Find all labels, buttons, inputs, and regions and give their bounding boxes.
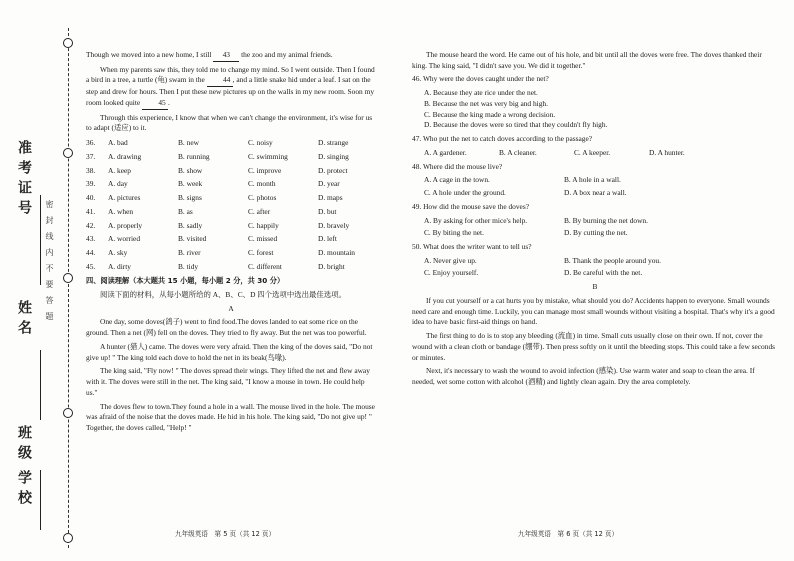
seal-line-notice: 密 封 线 内 不 要 答 题: [45, 200, 54, 320]
question-48-options: A. A cage in the town. B. A hole in a wall. C. A hole under the ground. D. A box near a wall.: [424, 175, 627, 198]
section-title: 四、阅读理解（本大题共 15 小题，每小题 2 分，共 30 分）: [86, 276, 285, 286]
binding-hole-icon: [63, 148, 73, 158]
section-instructions: 阅读下面的材料，从每小题所给的 A、B、C、D 四个选项中选出最佳选项。: [100, 289, 346, 299]
cloze-line-43: Though we moved into a new home, I still 43 the zoo and my animal friends.: [86, 50, 376, 62]
passage-b-paragraph: Next, it's necessary to wash the wound to avoid infection (感染). Use warm water and soap to clean the area. If needed, wet some cotton with alcohol (酒精) and lightly clean again. Dry the area completely.: [412, 366, 755, 387]
question-48: 48. Where did the mouse live?: [412, 161, 503, 171]
exam-number-label: 准考证号: [16, 140, 32, 220]
question-50-options: A. Never give up. B. Thank the people around you. C. Enjoy yourself. D. Be careful with the net.: [424, 255, 661, 278]
dashed-binding-line: [68, 28, 69, 548]
passage-b-paragraph: The first thing to do is to stop any bleeding (流血) in time. Small cuts usually close on their own. If not, cover the wound with a clean cloth or bandage (绷带). Then press softly on it until the bleeding stops. This could take a few seconds or minutes.: [412, 331, 776, 362]
name-label: 姓名: [16, 300, 32, 340]
question-49-options: A. By asking for other mice's help. B. By burning the net down. C. By biting the net. D. By cutting the net.: [424, 215, 648, 238]
cloze-paragraph: When my parents saw this, they told me to change my mind. So I went outside. Then I found a bird in a tree, a turtle (龟) swam in the 44 , and a little snake hid under a leaf. I sat on the step and drew for hours. Then I put these new pictures up on the walls in my new room. Soon my room looked quite 45 .: [86, 65, 376, 110]
cloze-options-grid: 36. A. bad B. new C. noisy D. strange 37. A. drawing B. running C. swimming D. singing 38. A. keep B. show C. improve D. protect 39. A. day B. week C. month D. year 40. A. pictures B. signs C. photos D. maps 41. A. when B. as C. after D. but 42. A. properly B. sadly C. happily D. bravely 43. A. worried B. visited C. missed D. left 44. A. sky B. river C. forest D. mountain 45. A. dirty B. tidy C. different D. bright: [86, 138, 355, 271]
question-47: 47. Who put the net to catch doves according to the passage?: [412, 134, 593, 144]
passage-a-paragraph: A hunter (猎人) came. The doves were very afraid. Then the king of the doves said, "Do not give up! " The king told each dove to hold the net in its beak(鸟喙).: [86, 341, 373, 362]
binding-hole-icon: [63, 273, 73, 283]
question-49: 49. How did the mouse save the doves?: [412, 201, 529, 211]
passage-b-paragraph: If you cut yourself or a cat hurts you by mistake, what should you do? Accidents happen to everyone. Small wounds need care and enough time. Luckily, you can manage most small wounds without visiting a hospital. That's why it's a good idea to have basic first-aid things on hand.: [412, 295, 775, 327]
question-50: 50. What does the writer want to tell us?: [412, 242, 532, 252]
binding-hole-icon: [63, 408, 73, 418]
name-line: [40, 350, 41, 420]
passage-a-label: A: [228, 303, 234, 313]
question-46: 46. Why were the doves caught under the net?: [412, 74, 549, 84]
question-46-options: A. Because they ate rice under the net. B. Because the net was very big and high. C. Because the king made a wrong decision. D. Because the doves were so tired that they couldn't fly high.: [424, 88, 608, 130]
question-47-options: A. A gardener. B. A cleaner. C. A keeper. D. A hunter.: [424, 147, 685, 157]
passage-b-label: B: [592, 282, 598, 292]
school-line: [40, 470, 41, 530]
page-footer-right: 九年级英语 第 6 页（共 12 页）: [518, 530, 619, 538]
binding-hole-icon: [63, 533, 73, 543]
passage-a-ending: The mouse heard the word. He came out of his hole, and bit until all the doves were free. The doves thanked their king. The king said, "I didn't save you. We did it together.": [412, 50, 762, 70]
passage-a-paragraph: The doves flew to town.They found a hole in a wall. The mouse lived in the hole. The mouse was afraid of the noise that the doves made. He hid in his hole. The king said, "Do not give up! " Together, the doves called, "Help! ": [86, 401, 375, 432]
binding-hole-icon: [63, 38, 73, 48]
school-label: 学校: [16, 470, 32, 510]
passage-a-paragraph: One day, some doves(鸽子) went to find food.The doves landed to eat some rice on the ground. Then a net (网) fell on the doves. They tried to fly away. But the net was too powerful.: [86, 317, 367, 338]
left-column: [86, 50, 376, 437]
page-footer-left: 九年级英语 第 5 页（共 12 页）: [175, 530, 276, 538]
passage-a-paragraph: The king said, "Fly now! " The doves spread their wings. They lifted the net and flew away with it. The doves were still in the net. The king said, "I know a mouse in town. He could help us.": [86, 366, 370, 397]
cloze-paragraph-conclusion: Through this experience, I know that when we can't change the environment, it's wise for us to adapt (适应) to it.: [86, 112, 373, 133]
exam-number-line: [40, 195, 41, 285]
binding-margin: [60, 28, 78, 548]
class-label: 班级: [16, 425, 32, 465]
right-column: [412, 50, 778, 391]
